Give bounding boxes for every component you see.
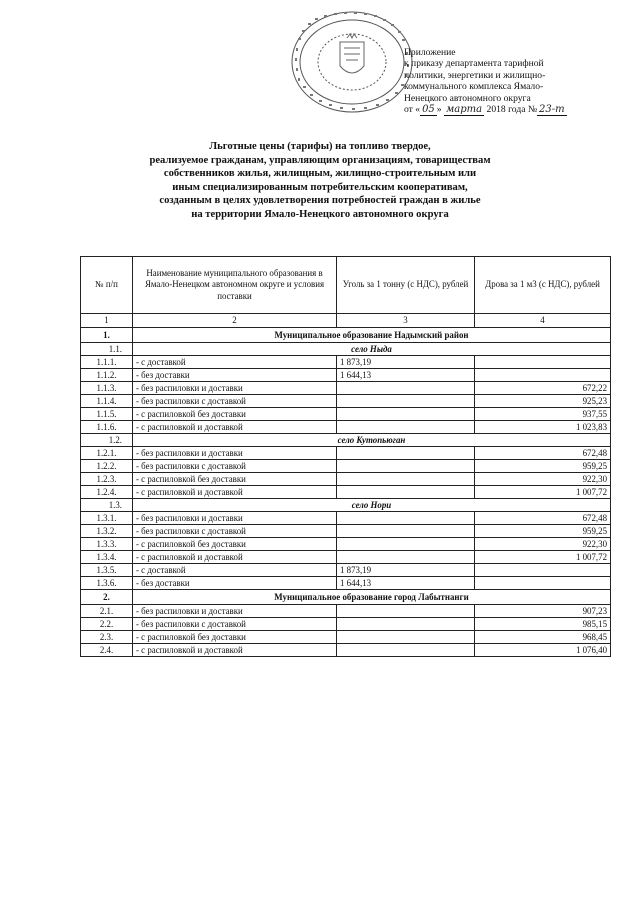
settlement-row [81,499,611,512]
delivery-condition: - без распиловки и доставки [133,447,337,460]
delivery-condition: - с распиловкой без доставки [133,408,337,421]
delivery-condition: - с распиловкой без доставки [133,538,337,551]
table-row [81,551,611,564]
coal-price [337,605,475,618]
document-title [60,140,580,222]
row-number: 1.3.3. [81,538,133,551]
row-number: 1.2. [81,434,133,447]
table-row [81,408,611,421]
coal-price [337,525,475,538]
table-body [81,314,611,657]
date-number: 23-т [539,104,565,116]
header-number: № п/п [81,257,133,314]
coal-price [337,382,475,395]
table-row [81,564,611,577]
municipality-name: Муниципальное образование Надымский район [133,328,611,343]
column-number-1: 1 [81,314,133,328]
coal-price [337,486,475,499]
column-number-2: 2 [133,314,337,328]
row-number: 1.1. [81,343,133,356]
row-number: 2. [81,590,133,605]
row-number: 1.3.1. [81,512,133,525]
wood-price [475,577,611,590]
coal-price [337,512,475,525]
row-number: 2.1. [81,605,133,618]
wood-price [475,564,611,577]
appendix-line-5: Ненецкого автономного округа [404,92,531,104]
table-row [81,356,611,369]
appendix-line-4: коммунального комплекса Ямало- [404,81,544,93]
coal-price: 1 644,13 [337,369,475,382]
municipality-row [81,328,611,343]
appendix-block [404,47,616,115]
date-day: 05 [422,104,435,116]
date-prefix: от « [404,104,421,116]
date-month: марта [446,104,483,116]
table-row [81,512,611,525]
appendix-line-2: к приказу департамента тарифной [404,58,544,70]
wood-price: 1 076,40 [475,644,611,657]
row-number: 1. [81,328,133,343]
wood-price [475,356,611,369]
wood-price: 672,48 [475,512,611,525]
delivery-condition: - с распиловкой и доставкой [133,486,337,499]
municipality-row [81,590,611,605]
date-year: 2018 года № [486,104,538,116]
wood-price: 959,25 [475,525,611,538]
delivery-condition: - без доставки [133,577,337,590]
delivery-condition: - без распиловки с доставкой [133,460,337,473]
table-row [81,618,611,631]
delivery-condition: - с распиловкой и доставкой [133,421,337,434]
row-number: 1.3.4. [81,551,133,564]
wood-price: 922,30 [475,473,611,486]
title-line-4: иным специализированным потребительским кооперативам, [172,181,468,193]
wood-price: 922,30 [475,538,611,551]
table-row [81,369,611,382]
table-header-row [81,257,611,314]
row-number: 1.2.2. [81,460,133,473]
delivery-condition: - с распиловкой и доставкой [133,551,337,564]
table-row [81,395,611,408]
row-number: 1.1.6. [81,421,133,434]
table-row [81,538,611,551]
wood-price: 1 007,72 [475,551,611,564]
delivery-condition: - без распиловки с доставкой [133,618,337,631]
row-number: 1.1.2. [81,369,133,382]
coal-price [337,447,475,460]
row-number: 1.2.1. [81,447,133,460]
row-number: 1.3.2. [81,525,133,538]
tariff-table [80,256,611,657]
delivery-condition: - с распиловкой без доставки [133,473,337,486]
row-number: 1.2.4. [81,486,133,499]
coal-price [337,551,475,564]
row-number: 1.1.5. [81,408,133,421]
header-name: Наименование муниципального образования в Ямало-Ненецком автономном округе и условия поставки [133,257,337,314]
wood-price: 937,55 [475,408,611,421]
appendix-date-line [404,104,616,115]
delivery-condition: - без распиловки с доставкой [133,525,337,538]
coal-price [337,631,475,644]
row-number: 2.3. [81,631,133,644]
appendix-line-1: Приложение [404,47,456,58]
wood-price: 907,23 [475,605,611,618]
municipality-name: Муниципальное образование город Лабытнанги [133,590,611,605]
table-row [81,460,611,473]
title-line-3: собственников жилья, жилищным, жилищно-строительным или [163,168,477,180]
coal-price: 1 644,13 [337,577,475,590]
coal-price [337,460,475,473]
table-row [81,577,611,590]
wood-price: 672,48 [475,447,611,460]
delivery-condition: - с распиловкой и доставкой [133,644,337,657]
coal-price: 1 873,19 [337,564,475,577]
wood-price: 1 007,72 [475,486,611,499]
table-row [81,421,611,434]
coal-price [337,618,475,631]
wood-price: 925,23 [475,395,611,408]
row-number: 1.3.6. [81,577,133,590]
column-number-3: 3 [337,314,475,328]
row-number: 1.1.4. [81,395,133,408]
coal-price: 1 873,19 [337,356,475,369]
delivery-condition: - без распиловки и доставки [133,605,337,618]
row-number: 1.2.3. [81,473,133,486]
table-row [81,605,611,618]
row-number: 1.1.3. [81,382,133,395]
settlement-name: село Ныда [133,343,611,356]
delivery-condition: - без доставки [133,369,337,382]
official-seal-icon [284,8,416,116]
row-number: 2.4. [81,644,133,657]
settlement-row [81,434,611,447]
title-line-2: реализуемое гражданам, управляющим организациям, товариществам [149,154,491,166]
appendix-line-3: политики, энергетики и жилищно- [404,69,546,81]
wood-price: 985,15 [475,618,611,631]
wood-price: 1 023,83 [475,421,611,434]
date-mid: » [436,104,442,116]
title-line-6: на территории Ямало-Ненецкого автономного округа [191,208,449,220]
delivery-condition: - без распиловки и доставки [133,512,337,525]
header-wood: Дрова за 1 м3 (с НДС), рублей [475,257,611,314]
row-number: 1.3.5. [81,564,133,577]
coal-price [337,538,475,551]
delivery-condition: - с доставкой [133,564,337,577]
table-row [81,382,611,395]
settlement-row [81,343,611,356]
title-line-5: созданным в целях удовлетворения потребностей граждан в жилье [159,195,481,207]
title-line-1: Льготные цены (тарифы) на топливо твердое, [209,141,431,152]
table-row [81,447,611,460]
coal-price [337,473,475,486]
settlement-name: село Нори [133,499,611,512]
wood-price: 959,25 [475,460,611,473]
row-number: 1.1.1. [81,356,133,369]
column-number-row [81,314,611,328]
wood-price: 672,22 [475,382,611,395]
table-row [81,525,611,538]
row-number: 2.2. [81,618,133,631]
delivery-condition: - с распиловкой без доставки [133,631,337,644]
table-row [81,631,611,644]
coal-price [337,421,475,434]
coal-price [337,408,475,421]
table-row [81,473,611,486]
header-coal: Уголь за 1 тонну (с НДС), рублей [337,257,475,314]
settlement-name: село Кутопьюган [133,434,611,447]
coal-price [337,644,475,657]
delivery-condition: - с доставкой [133,356,337,369]
wood-price [475,369,611,382]
delivery-condition: - без распиловки и доставки [133,382,337,395]
table-row [81,486,611,499]
delivery-condition: - без распиловки с доставкой [133,395,337,408]
wood-price: 968,45 [475,631,611,644]
coal-price [337,395,475,408]
row-number: 1.3. [81,499,133,512]
column-number-4: 4 [475,314,611,328]
table-row [81,644,611,657]
